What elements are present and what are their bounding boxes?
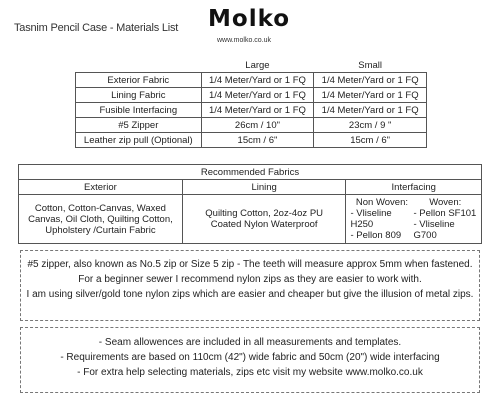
small-value: 1/4 Meter/Yard or 1 FQ — [314, 103, 427, 118]
fabrics-title: Recommended Fabrics — [19, 165, 482, 180]
note-line: I am using silver/gold tone nylon zips which are easier and cheaper but give the illusion of metal zips. — [26, 289, 474, 300]
row-label: Leather zip pull (Optional) — [76, 133, 202, 148]
lining-line: Coated Nylon Waterproof — [210, 219, 318, 230]
list-item: - Vliseline G700 — [413, 219, 455, 241]
lining-fabrics-cell — [182, 195, 346, 244]
note-line: For a beginner sewer I recommend nylon zips as they are easier to work with. — [78, 274, 422, 285]
lining-line: Quilting Cotton, 2oz-4oz PU — [205, 208, 324, 219]
list-item: - Pellon 809 — [350, 230, 402, 241]
non-woven-title: Non Woven: — [355, 197, 409, 208]
column-header-lining: Lining — [182, 180, 346, 195]
large-value: 1/4 Meter/Yard or 1 FQ — [201, 73, 314, 88]
woven-title: Woven: — [429, 197, 462, 208]
exterior-line: Cotton, Cotton-Canvas, Waxed — [34, 202, 166, 214]
fabrics-header-row — [19, 180, 482, 195]
fabrics-title-row — [19, 165, 482, 180]
column-header-interfacing: Interfacing — [346, 180, 482, 195]
exterior-fabrics-cell — [19, 195, 183, 244]
page-title: Tasnim Pencil Case - Materials List — [14, 22, 179, 34]
column-header-exterior: Exterior — [19, 180, 183, 195]
small-value: 1/4 Meter/Yard or 1 FQ — [314, 88, 427, 103]
interfacing-cell — [346, 195, 482, 244]
table-row — [76, 73, 427, 88]
list-item: - Pellon SF101 — [413, 208, 477, 219]
general-notes-box — [20, 327, 480, 393]
large-value: 26cm / 10" — [201, 118, 314, 133]
table-row — [76, 118, 427, 133]
website-url: www.molko.co.uk — [216, 37, 272, 44]
row-label: Fusible Interfacing — [76, 103, 202, 118]
list-item: - Vliseline H250 — [350, 208, 392, 230]
row-label: Exterior Fabric — [76, 73, 202, 88]
table-row — [76, 103, 427, 118]
exterior-line: Upholstery /Curtain Fabric — [45, 224, 156, 236]
molko-logo: Molko — [208, 6, 291, 32]
table-row — [76, 133, 427, 148]
large-value: 1/4 Meter/Yard or 1 FQ — [201, 103, 314, 118]
large-value: 1/4 Meter/Yard or 1 FQ — [201, 88, 314, 103]
materials-header-blank — [76, 58, 202, 73]
note-line: - Requirements are based on 110cm (42") wide fabric and 50cm (20") wide interfacing — [60, 352, 440, 363]
large-value: 15cm / 6" — [201, 133, 314, 148]
table-row — [76, 88, 427, 103]
column-header-large: Large — [201, 58, 314, 73]
note-line: #5 zipper, also known as No.5 zip or Size 5 zip - The teeth will measure approx 5mm when fastened. — [27, 259, 473, 270]
column-header-small: Small — [314, 58, 427, 73]
small-value: 23cm / 9 " — [314, 118, 427, 133]
fabrics-body-row — [19, 195, 482, 244]
small-value: 15cm / 6" — [314, 133, 427, 148]
materials-header-row — [76, 58, 427, 73]
exterior-line: Canvas, Oil Cloth, Quilting Cotton, — [28, 213, 173, 225]
note-line: - Seam allowences are included in all measurements and templates. — [98, 337, 402, 348]
row-label: #5 Zipper — [76, 118, 202, 133]
materials-table — [75, 58, 427, 148]
woven-list — [413, 197, 477, 241]
non-woven-list — [350, 197, 413, 241]
zipper-notes-box — [20, 250, 480, 321]
note-line: - For extra help selecting materials, zips etc visit my website www.molko.co.uk — [77, 367, 423, 378]
row-label: Lining Fabric — [76, 88, 202, 103]
recommended-fabrics-table — [18, 164, 482, 244]
small-value: 1/4 Meter/Yard or 1 FQ — [314, 73, 427, 88]
